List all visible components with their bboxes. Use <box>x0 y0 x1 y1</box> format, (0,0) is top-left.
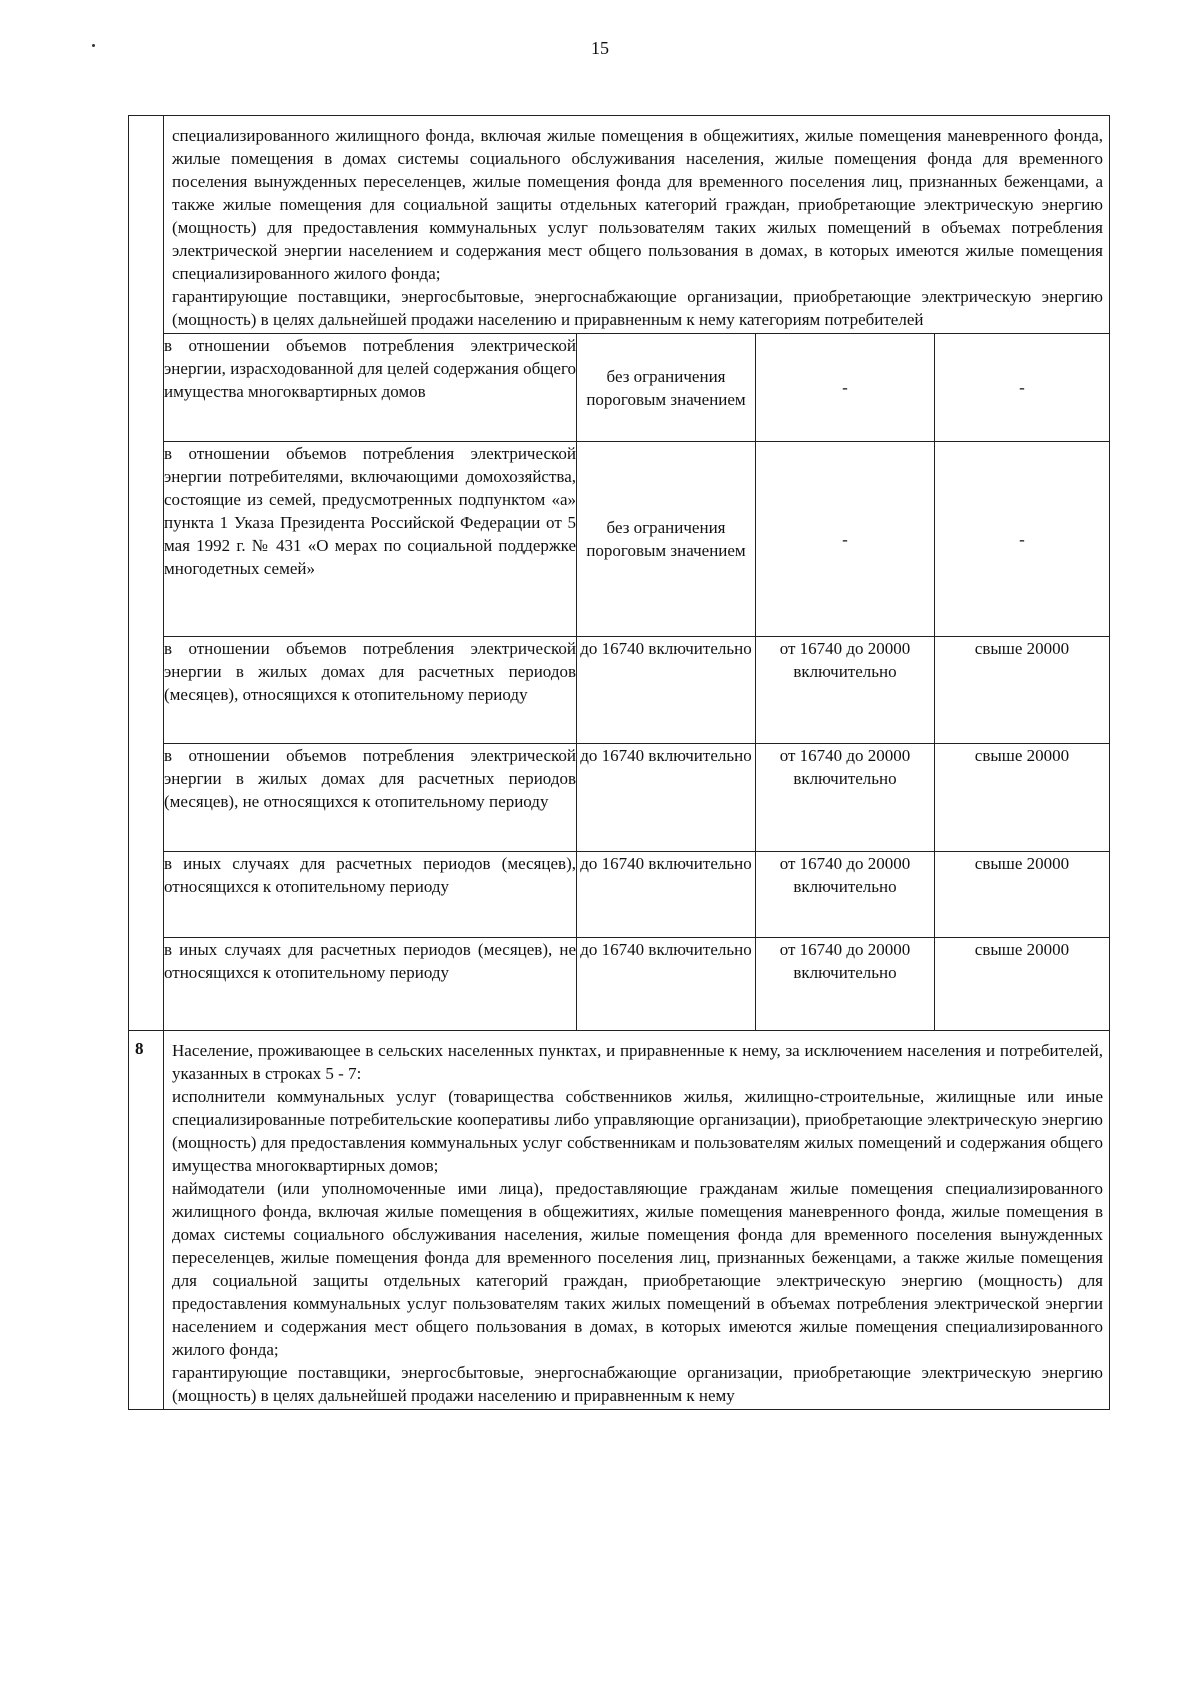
paragraph: гарантирующие поставщики, энергосбытовые, энергоснабжающие организации, приобретающие электрическую энергию (мощность) в целях дальнейшей продажи населению и приравненным к нему категориям потребителей <box>172 287 1103 329</box>
subrow-value-1: без ограничения пороговым значением <box>577 334 756 442</box>
subrow-value-3: - <box>935 334 1110 442</box>
subrow-description: в иных случаях для расчетных периодов (месяцев), не относящихся к отопительному периоду <box>164 938 577 1030</box>
subrow-value-1: без ограничения пороговым значением <box>577 442 756 637</box>
page-number: 15 <box>591 38 609 58</box>
subrow-value-3: - <box>935 442 1110 637</box>
subrow-value-3: свыше 20000 <box>935 744 1110 852</box>
subrows-table <box>164 333 1109 1030</box>
subrow-description: в отношении объемов потребления электрической энергии в жилых домах для расчетных периодов (месяцев), относящихся к отопительному периоду <box>164 637 577 744</box>
subrow <box>164 637 1109 744</box>
subrow-value-3: свыше 20000 <box>935 852 1110 938</box>
table-row-7-continued <box>129 116 1110 1031</box>
subrow-value-3: свыше 20000 <box>935 938 1110 1030</box>
subrow-value-1: до 16740 включительно <box>577 938 756 1030</box>
subrow-description: в отношении объемов потребления электрической энергии в жилых домах для расчетных периодов (месяцев), не относящихся к отопительному периоду <box>164 744 577 852</box>
subrow-value-2: от 16740 до 20000 включительно <box>756 744 935 852</box>
subrow-description: в отношении объемов потребления электрической энергии потребителями, включающими домохозяйства, состоящие из семей, предусмотренных подпунктом «а» пункта 1 Указа Президента Российской Федерации от 5 мая 1992 г. № 431 «О мерах по социальной поддержке многодетных семей» <box>164 442 577 637</box>
row-content-cell <box>164 1030 1110 1409</box>
paragraph: гарантирующие поставщики, энергосбытовые, энергоснабжающие организации, приобретающие электрическую энергию (мощность) в целях дальнейшей продажи населению и приравненным к нему <box>172 1362 1103 1405</box>
subrow <box>164 938 1109 1030</box>
table-row-8 <box>129 1030 1110 1409</box>
subrow-value-2: от 16740 до 20000 включительно <box>756 637 935 744</box>
subrow-value-2: - <box>756 442 935 637</box>
subrow <box>164 744 1109 852</box>
row-7-text <box>164 116 1109 333</box>
row-content-cell <box>164 116 1110 1031</box>
subrow-value-2: от 16740 до 20000 включительно <box>756 938 935 1030</box>
subrow-description: в отношении объемов потребления электрической энергии, израсходованной для целей содержания общего имущества многоквартирных домов <box>164 334 577 442</box>
tariff-table <box>128 115 1110 1410</box>
subrow <box>164 852 1109 938</box>
subrow-value-1: до 16740 включительно <box>577 852 756 938</box>
subrow <box>164 334 1109 442</box>
row-number-cell <box>129 116 164 1031</box>
subrow-description: в иных случаях для расчетных периодов (месяцев), относящихся к отопительному периоду <box>164 852 577 938</box>
row-number-cell <box>129 1030 164 1409</box>
subrow-value-1: до 16740 включительно <box>577 637 756 744</box>
subrow-value-2: от 16740 до 20000 включительно <box>756 852 935 938</box>
row-number: 8 <box>135 1038 144 1058</box>
paragraph: исполнители коммунальных услуг (товарищества собственников жилья, жилищно-строительные, жилищные или иные специализированные потребительские кооперативы либо управляющие организации), приобретающие электрическую энергию (мощность) для предоставления коммунальных услуг собственникам и пользователям жилых помещений и содержания общего имущества многоквартирных домов; <box>172 1086 1103 1175</box>
subrow-value-3: свыше 20000 <box>935 637 1110 744</box>
paragraph: специализированного жилищного фонда, включая жилые помещения в общежитиях, жилые помещения маневренного фонда, жилые помещения в домах системы социального обслуживания населения, жилые помещения фонда для временного поселения вынужденных переселенцев, жилые помещения фонда для временного поселения лиц, признанных беженцами, а также жилые помещения для социальной защиты отдельных категорий граждан, приобретающие электрическую энергию (мощность) для предоставления коммунальных услуг пользователям таких жилых помещений в объемах потребления электрической энергии населением и содержания мест общего пользования в домах, в которых имеются жилые помещения специализированного жилого фонда; <box>172 126 1103 283</box>
subrow <box>164 442 1109 637</box>
paragraph: наймодатели (или уполномоченные ими лица), предоставляющие гражданам жилые помещения специализированного жилищного фонда, включая жилые помещения в общежитиях, жилые помещения маневренного фонда, жилые помещения в домах системы социального обслуживания населения, жилые помещения фонда для временного поселения вынужденных переселенцев, жилые помещения фонда для временного поселения лиц, признанных беженцами, а также жилые помещения для социальной защиты отдельных категорий граждан, приобретающие электрическую энергию (мощность) для предоставления коммунальных услуг пользователям таких жилых помещений в объемах потребления электрической энергии населением и содержания мест общего пользования в домах, в которых имеются жилые помещения специализированного жилого фонда; <box>172 1178 1103 1359</box>
row-8-text <box>164 1031 1109 1409</box>
subrow-value-1: до 16740 включительно <box>577 744 756 852</box>
subrow-value-2: - <box>756 334 935 442</box>
paragraph: Население, проживающее в сельских населенных пунктах, и приравненные к нему, за исключением населения и потребителей, указанных в строках 5 - 7: <box>172 1040 1103 1083</box>
